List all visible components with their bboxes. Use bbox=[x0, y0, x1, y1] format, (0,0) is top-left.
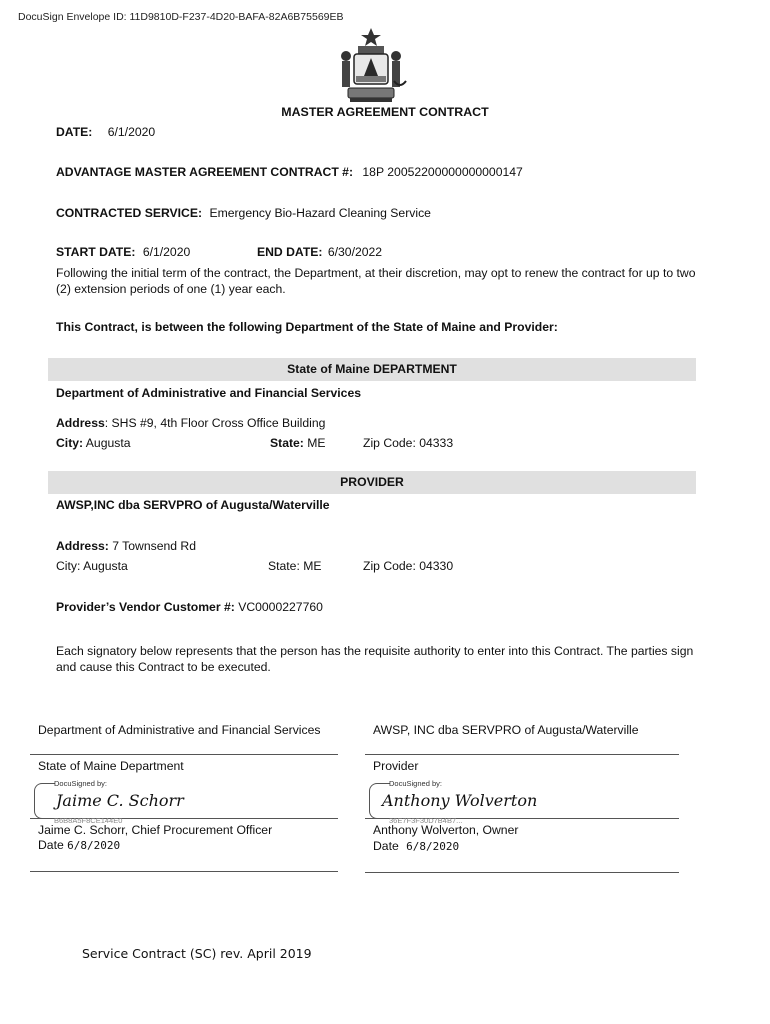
department-state-value: ME bbox=[303, 436, 326, 450]
right-date-label: Date bbox=[373, 839, 399, 853]
end-date-label: END DATE: bbox=[257, 245, 323, 259]
right-bottom-line bbox=[365, 872, 679, 873]
left-docusign-frame bbox=[34, 783, 55, 819]
contract-number-label: ADVANTAGE MASTER AGREEMENT CONTRACT #: bbox=[56, 165, 354, 179]
page-title: MASTER AGREEMENT CONTRACT bbox=[281, 105, 489, 119]
left-signer-org: Department of Administrative and Financial Services bbox=[38, 723, 321, 737]
vendor-customer-number bbox=[56, 600, 323, 614]
left-signer-role: State of Maine Department bbox=[38, 759, 184, 773]
department-header: State of Maine DEPARTMENT bbox=[287, 362, 457, 376]
department-city-value: Augusta bbox=[83, 436, 131, 450]
provider-city: City: Augusta bbox=[56, 559, 128, 573]
left-docusigned-label: DocuSigned by: bbox=[54, 779, 107, 788]
envelope-id: DocuSign Envelope ID: 11D9810D-F237-4D20-BAFA-82A6B75569EB bbox=[18, 11, 344, 23]
right-date-value: 6/8/2020 bbox=[406, 840, 460, 853]
right-signer-role: Provider bbox=[373, 759, 419, 773]
right-docusigned-label: DocuSigned by: bbox=[389, 779, 442, 788]
left-date-label: Date bbox=[38, 838, 64, 852]
vendor-customer-label: Provider’s Vendor Customer #: bbox=[56, 600, 235, 614]
department-city bbox=[56, 436, 131, 450]
right-org-divider bbox=[365, 754, 679, 755]
right-signature-id: 36E7F3F30D7B4B7... bbox=[389, 816, 463, 825]
date-value: 6/1/2020 bbox=[107, 125, 156, 139]
date-label: DATE: bbox=[56, 125, 93, 139]
end-date-row bbox=[257, 245, 382, 259]
department-address-value: : SHS #9, 4th Floor Cross Office Building bbox=[104, 416, 326, 430]
date-row bbox=[56, 125, 155, 139]
provider-address-label: Address: bbox=[56, 539, 109, 553]
left-bottom-line bbox=[30, 871, 338, 872]
renewal-paragraph: Following the initial term of the contract, the Department, at their discretion, may opt to renew the contract for up to two (2) extension periods of one (1) year each. bbox=[56, 266, 696, 296]
contracted-service-value: Emergency Bio-Hazard Cleaning Service bbox=[209, 206, 431, 220]
provider-header: PROVIDER bbox=[340, 475, 404, 489]
signatory-paragraph: Each signatory below represents that the person has the requisite authority to enter into this Contract. The parties sign and cause this Contract to be executed. bbox=[56, 644, 694, 674]
provider-header-bar bbox=[48, 471, 696, 494]
contracted-service-label: CONTRACTED SERVICE: bbox=[56, 206, 203, 220]
left-signature[interactable]: Jaime C. Schorr bbox=[56, 791, 184, 810]
contract-number-row bbox=[56, 165, 523, 179]
department-state-label: State: bbox=[270, 436, 304, 450]
provider-address bbox=[56, 539, 196, 553]
department-name: Department of Administrative and Financial Services bbox=[56, 386, 362, 400]
left-signature-id: B6B8A5F8CE144E0 bbox=[54, 816, 123, 825]
provider-name: AWSP,INC dba SERVPRO of Augusta/Waterville bbox=[56, 498, 330, 512]
left-date-row bbox=[38, 838, 120, 852]
right-date-row bbox=[373, 839, 459, 853]
department-city-label: City: bbox=[56, 436, 84, 450]
end-date-value: 6/30/2022 bbox=[327, 245, 383, 259]
footer-revision: Service Contract (SC) rev. April 2019 bbox=[82, 946, 312, 961]
vendor-customer-value: VC0000227760 bbox=[234, 600, 323, 614]
right-signer-name-title: Anthony Wolverton, Owner bbox=[373, 823, 519, 837]
provider-state: State: ME bbox=[268, 559, 322, 573]
state-seal-icon bbox=[334, 26, 408, 104]
contract-number-value: 18P 20052200000000000147 bbox=[362, 165, 523, 179]
left-signer-name-title: Jaime C. Schorr, Chief Procurement Officer bbox=[38, 823, 273, 837]
department-zip: Zip Code: 04333 bbox=[363, 436, 454, 450]
department-address-label: Address bbox=[56, 416, 105, 430]
provider-address-value: 7 Townsend Rd bbox=[108, 539, 197, 553]
right-signer-org: AWSP, INC dba SERVPRO of Augusta/Waterville bbox=[373, 723, 639, 737]
start-date-label: START DATE: bbox=[56, 245, 136, 259]
left-org-divider bbox=[30, 754, 338, 755]
start-date-row bbox=[56, 245, 190, 259]
between-statement: This Contract, is between the following Department of the State of Maine and Provider: bbox=[56, 320, 558, 334]
start-date-value: 6/1/2020 bbox=[142, 245, 191, 259]
department-state bbox=[270, 436, 326, 450]
right-signature[interactable]: Anthony Wolverton bbox=[382, 791, 538, 810]
contracted-service-row bbox=[56, 206, 431, 220]
department-header-bar bbox=[48, 358, 696, 381]
left-date-value: 6/8/2020 bbox=[67, 839, 121, 852]
provider-zip: Zip Code: 04330 bbox=[363, 559, 454, 573]
department-address bbox=[56, 416, 325, 430]
